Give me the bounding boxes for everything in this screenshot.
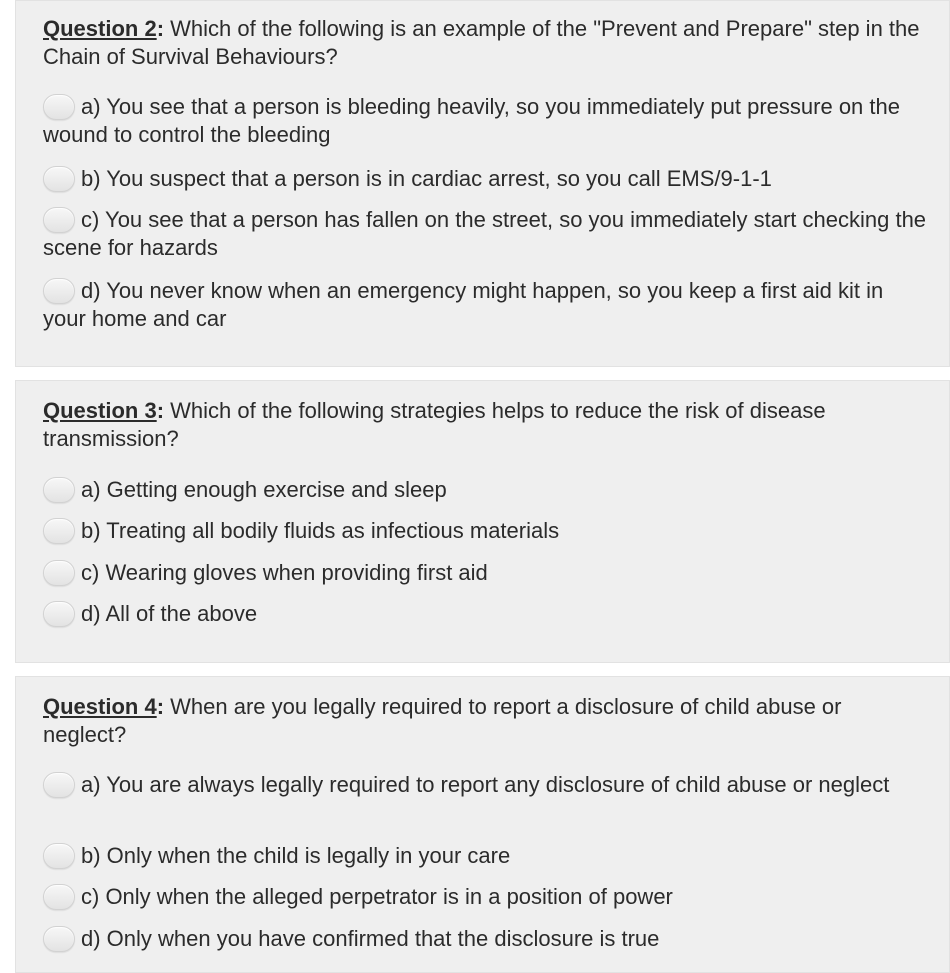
question-card-3 [15,380,950,663]
radio-button[interactable] [43,477,75,503]
radio-button[interactable] [43,166,75,192]
question-4-option-b[interactable] [43,842,928,870]
option-label: d) You never know when an emergency might happen, so you keep a first aid kit in your home and car [43,278,884,331]
radio-button[interactable] [43,278,75,304]
question-2-option-c[interactable] [43,206,928,262]
option-label: d) Only when you have confirmed that the disclosure is true [81,926,660,951]
radio-button[interactable] [43,772,75,798]
question-4-option-c[interactable] [43,883,928,911]
question-2-option-a[interactable] [43,93,928,149]
radio-button[interactable] [43,843,75,869]
question-2-prompt: Question 2: Which of the following is an example of the "Prevent and Prepare" step in the Chain of Survival Behaviours? [43,16,920,69]
option-label: c) You see that a person has fallen on the street, so you immediately start checking the scene for hazards [43,207,927,260]
radio-button[interactable] [43,94,75,120]
question-4-prompt: Question 4: When are you legally required to report a disclosure of child abuse or neglect? [43,694,842,747]
question-2-option-b[interactable] [43,165,928,193]
question-4-text: When are you legally required to report a disclosure of child abuse or neglect? [43,694,842,747]
question-2-text: Which of the following is an example of the "Prevent and Prepare" step in the Chain of Survival Behaviours? [43,16,920,69]
question-2-option-d[interactable] [43,277,928,333]
radio-button[interactable] [43,560,75,586]
question-4-option-a[interactable] [43,771,928,799]
question-3-option-b[interactable] [43,517,928,545]
option-label: c) Only when the alleged perpetrator is in a position of power [81,884,673,909]
radio-button[interactable] [43,601,75,627]
question-3-option-c[interactable] [43,559,928,587]
question-3-prompt: Question 3: Which of the following strategies helps to reduce the risk of disease transmission? [43,398,826,451]
option-label: c) Wearing gloves when providing first aid [81,560,488,585]
question-3-option-a[interactable] [43,476,928,504]
option-label: b) Only when the child is legally in your care [81,843,511,868]
question-4-option-d[interactable] [43,925,928,953]
option-label: a) You see that a person is bleeding heavily, so you immediately put pressure on the wound to control the bleeding [43,94,900,147]
option-label: b) You suspect that a person is in cardiac arrest, so you call EMS/9-1-1 [81,166,772,191]
question-3-option-d[interactable] [43,600,928,628]
radio-button[interactable] [43,518,75,544]
question-card-2 [15,0,950,367]
question-3-label: Question 3 [43,398,157,423]
question-2-label: Question 2 [43,16,157,41]
question-4-label: Question 4 [43,694,157,719]
option-label: b) Treating all bodily fluids as infectious materials [81,518,560,543]
radio-button[interactable] [43,926,75,952]
option-label: a) You are always legally required to report any disclosure of child abuse or neglect [81,772,890,797]
question-card-4 [15,676,950,973]
radio-button[interactable] [43,207,75,233]
radio-button[interactable] [43,884,75,910]
option-label: a) Getting enough exercise and sleep [81,477,447,502]
question-3-text: Which of the following strategies helps to reduce the risk of disease transmission? [43,398,826,451]
option-label: d) All of the above [81,601,258,626]
